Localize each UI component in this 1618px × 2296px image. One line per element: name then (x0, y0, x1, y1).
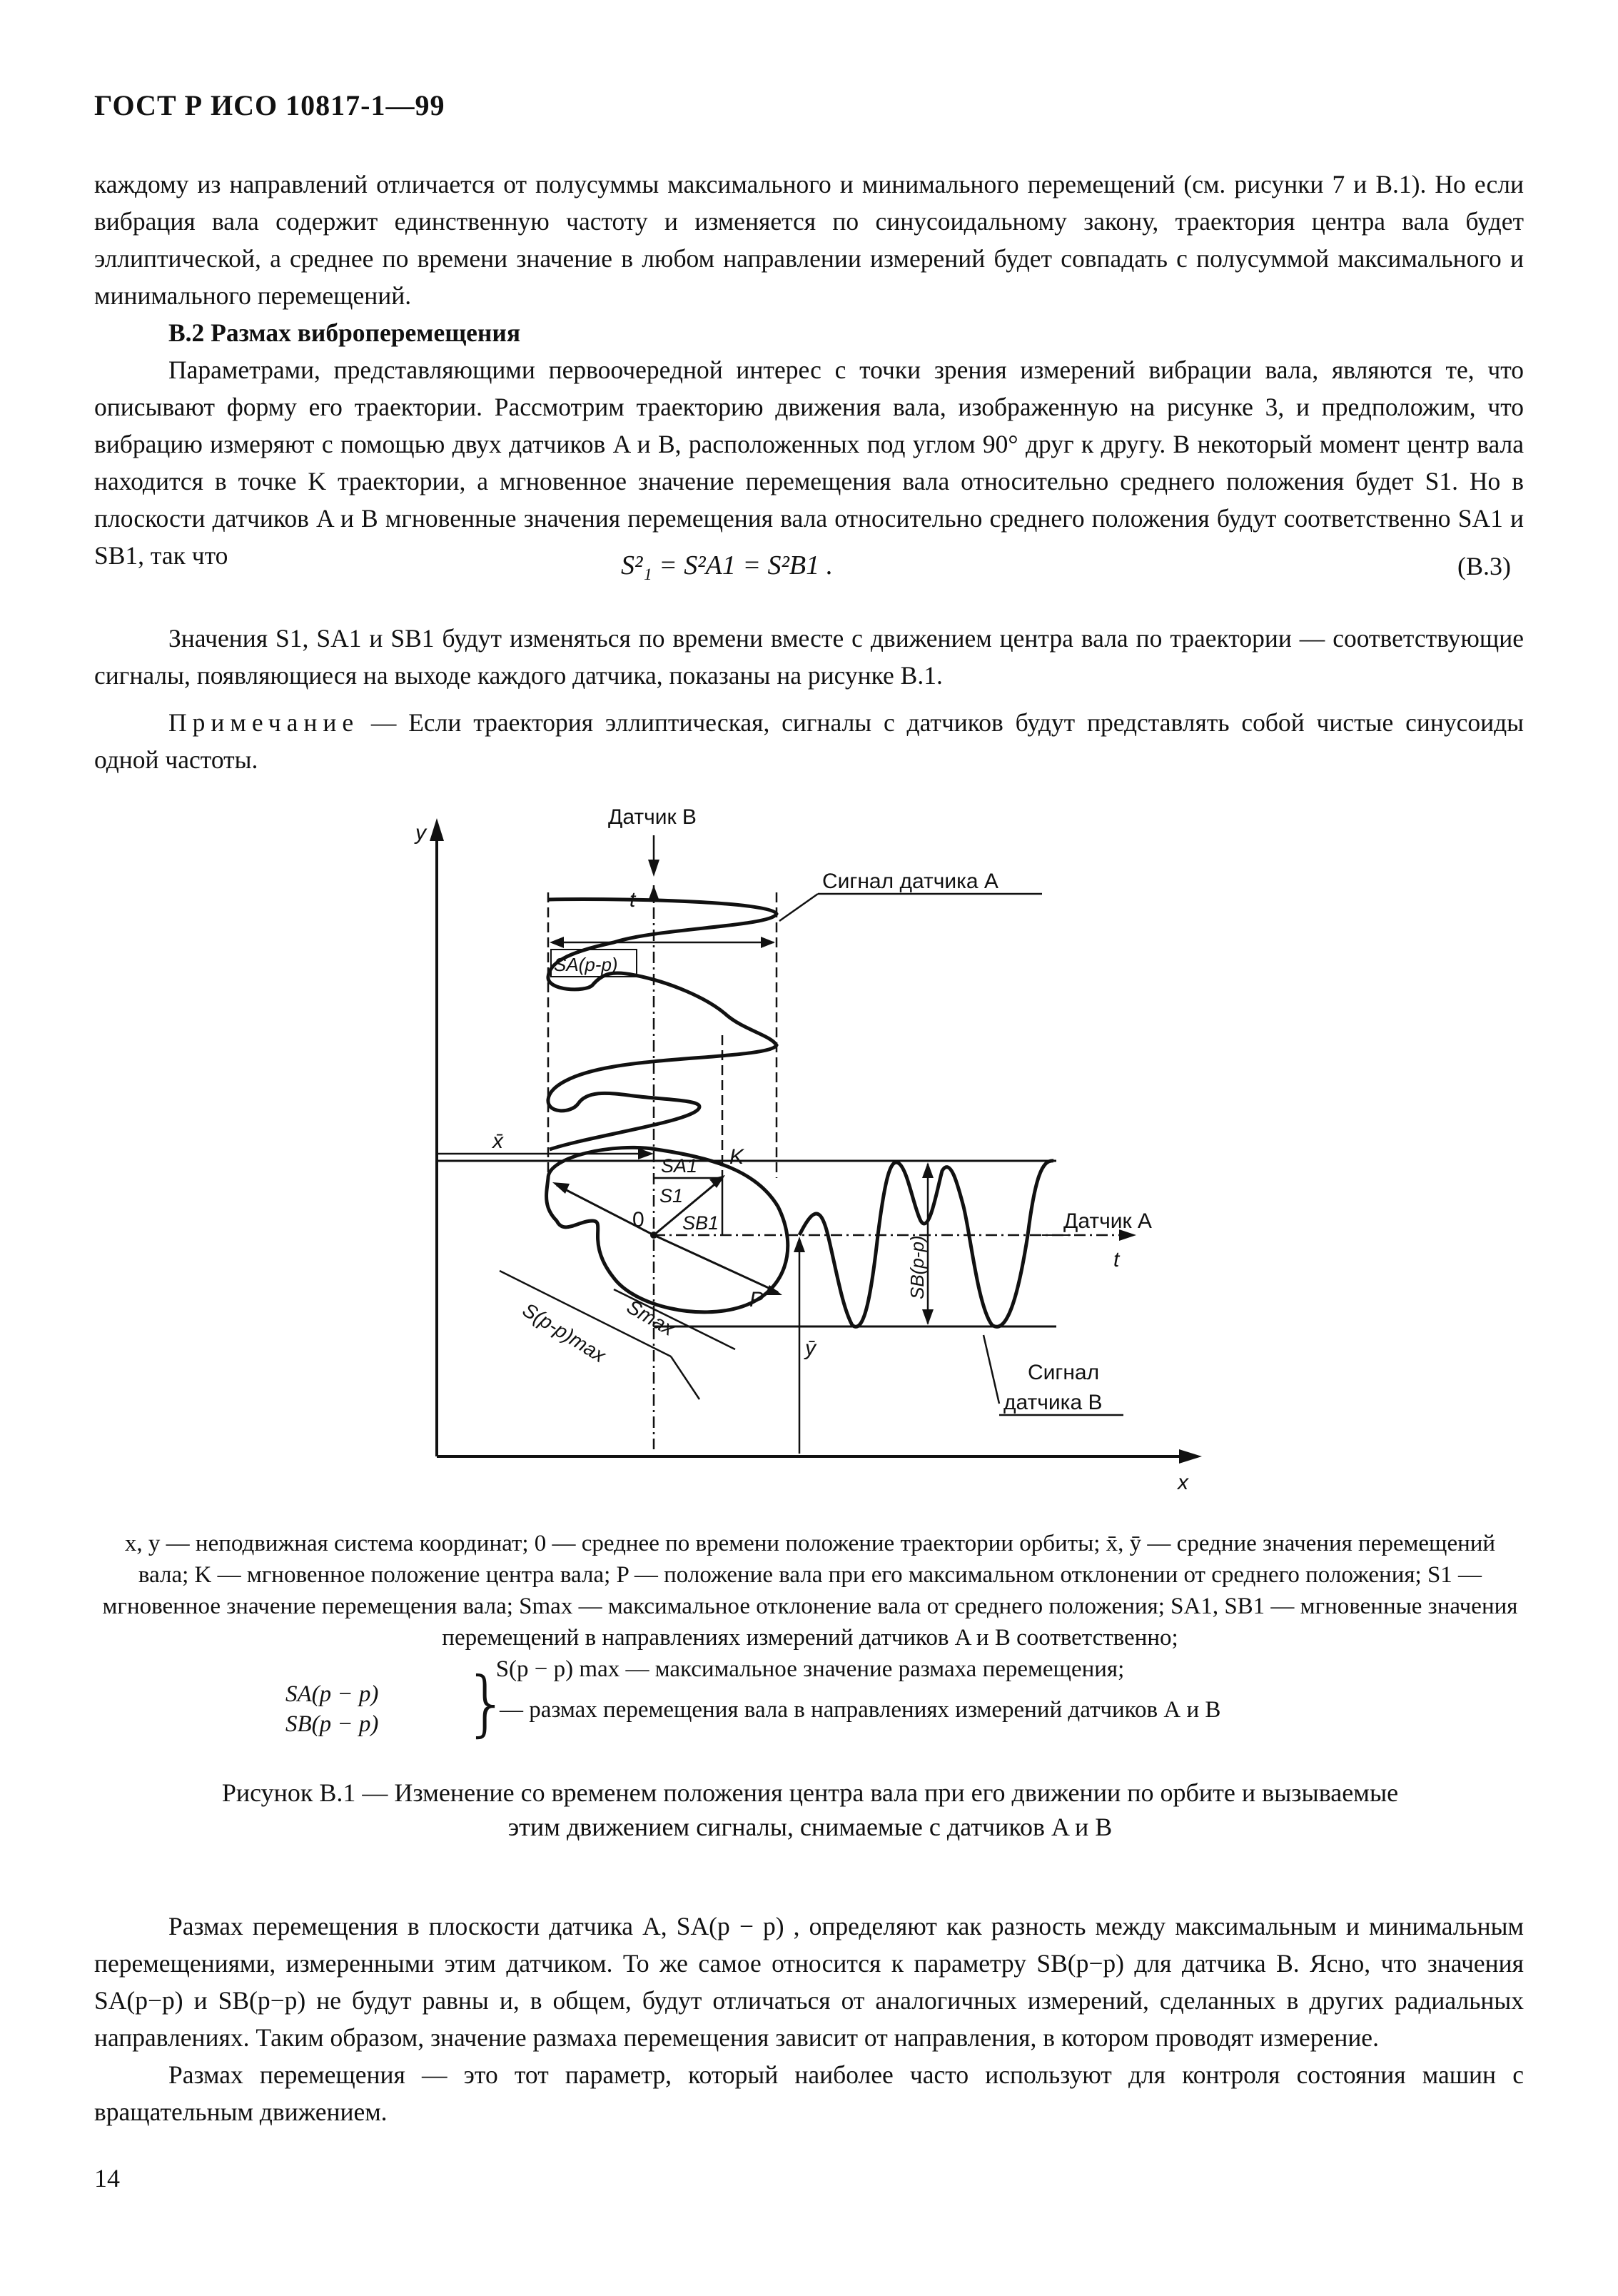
brace-sa-pp: SA(p − p) (285, 1681, 379, 1707)
paragraph-5: Размах перемещения — это тот параметр, который наиболее часто используют для контроля состояния машин с вращательным движением. (94, 2060, 1524, 2126)
formula-number: (В.3) (1457, 552, 1511, 580)
y-axis-label: y (415, 821, 426, 845)
section-title: В.2 Размах виброперемещения (168, 318, 521, 347)
figure-b1 (400, 807, 1228, 1492)
spp-max-label: S(p-p)max (518, 1298, 610, 1367)
smax-vector (654, 1235, 778, 1292)
body-text-bottom (94, 1908, 1524, 2130)
page-number: 14 (94, 2164, 120, 2192)
brace-labels (285, 1679, 378, 1739)
document-header: ГОСТ Р ИСО 10817-1—99 (94, 89, 445, 121)
paragraph-3: Значения S1, SA1 и SB1 будут изменяться по времени вместе с движением центра вала по траектории — соответствующие сигналы, появляющиеся на выходе каждого датчика, показаны на рисунке В.1. (94, 624, 1524, 690)
brace-description: — размах перемещения вала в направлениях измерений датчиков А и В (500, 1697, 1221, 1723)
y-axis-arrow (430, 818, 444, 841)
x-axis-label: x (1178, 1471, 1188, 1492)
sensor-b-arrow (648, 860, 659, 877)
note-label: Примечание (168, 708, 360, 737)
legend-line-2: S(p − p) max — максимальное значение размаха перемещения; (495, 1656, 1125, 1682)
sa-pp-arrow-left (550, 937, 564, 948)
s1-label: S1 (659, 1185, 684, 1207)
brace-sb-pp: SB(p − p) (285, 1711, 379, 1737)
signal-b-label-line1: Сигнал (1028, 1361, 1100, 1384)
signal-a-leader (779, 894, 818, 921)
smax-label: Smax (623, 1295, 679, 1340)
signal-b-leader (984, 1335, 999, 1404)
signal-a-wave (548, 900, 777, 1149)
y-bar-label: ȳ (805, 1336, 816, 1360)
x-axis-arrow (1179, 1449, 1202, 1464)
figure-caption (100, 1776, 1520, 1844)
zero-label: 0 (632, 1208, 644, 1232)
y-bar-arrow (794, 1237, 805, 1252)
sensor-a-label: Датчик A (1063, 1209, 1152, 1233)
paragraph-1: каждому из направлений отличается от полусуммы максимального и минимального перемещений (см. рисунки 7 и В.1). Но если вибрация вала содержит единственную частоту и изменяется по синусоидальному закону, траектория центра вала будет эллиптической, а среднее по времени значение в любом направлении измерений будет совпадать с полусуммой максимального и минимального перемещений. (94, 170, 1524, 310)
note (94, 704, 1524, 778)
t-right-label: t (1113, 1248, 1120, 1272)
legend-line-1: x, y — неподвижная система координат; 0 — среднее по времени положение траектории орбиты; x̄, ȳ — средние значения перемещений вала; K — мгновенное положение центра вала; P — положение вала при его максимальном отклонении от среднего положения; S1 — мгновенное значение перемещения вала; Smax — максимальное отклонение вала от среднего положения; SA1, SB1 — мгновенные значения перемещений в направлениях измерений датчиков A и B соответственно; (102, 1531, 1518, 1651)
sb1-label: SB1 (682, 1212, 719, 1234)
sa1-label: SA1 (661, 1155, 698, 1177)
sb-pp-arrow-bottom (922, 1309, 934, 1325)
sensor-b-label: Датчик B (608, 807, 697, 829)
body-text-top (94, 166, 1524, 574)
body-text-middle (94, 620, 1524, 778)
sb-pp-arrow-top (922, 1162, 934, 1178)
sa-pp-label: SA(p-p) (554, 954, 618, 975)
note-text: — Если траектория эллиптическая, сигналы с датчиков будут представлять собой чистые синусоиды одной частоты. (94, 708, 1524, 774)
signal-b-label-line2: датчика B (1003, 1391, 1103, 1414)
t-top-label: t (629, 888, 636, 912)
k-label: K (729, 1145, 744, 1169)
p-label: P (749, 1288, 764, 1311)
sa-pp-arrow-right (761, 937, 775, 948)
caption-line-1: Рисунок В.1 — Изменение со временем положения центра вала при его движении по орбите и вызываемые (221, 1778, 1399, 1807)
curly-brace-icon: } (464, 1661, 510, 1745)
caption-line-2: этим движением сигналы, снимаемые с датчиков A и B (507, 1813, 1113, 1841)
signal-a-label: Сигнал датчика A (822, 870, 998, 893)
paragraph-2: Параметрами, представляющими первоочередной интерес с точки зрения измерений вибрации вала, являются те, что описывают форму его траектории. Рассмотрим траекторию движения вала, изображенную на рисунке 3, и предположим, что вибрацию измеряют с помощью двух датчиков A и B, расположенных под углом 90° друг к другу. В некоторый момент центр вала находится в точке K траектории, а мгновенное значение перемещения вала относительно среднего положения будет S1. Но в плоскости датчиков A и B мгновенные значения перемещения вала относительно среднего положения будут соответственно SA1 и SB1, так что (94, 356, 1524, 570)
sb-pp-label: SB(p-p) (906, 1235, 928, 1299)
paragraph-4: Размах перемещения в плоскости датчика A, SA(p − p) , определяют как разность между максимальным и минимальным перемещениями, измеренными этим датчиком. То же самое относится к параметру SB(p−p) для датчика B. Ясно, что значения SA(p−p) и SB(p−p) не будут равны и, в общем, будут отличаться от аналогичных измерений, сделанных в других радиальных направлениях. Таким образом, значение размаха перемещения зависит от направления, в котором проводят измерение. (94, 1912, 1524, 2052)
point-0 (650, 1232, 657, 1239)
figure-legend (100, 1528, 1520, 1685)
spp-max-extension (671, 1356, 699, 1399)
x-bar-label: x̄ (492, 1129, 503, 1153)
formula-b3: S²₁ = S²A1 = S²B1 . (621, 550, 834, 580)
smax-origin-arrow (552, 1182, 570, 1194)
